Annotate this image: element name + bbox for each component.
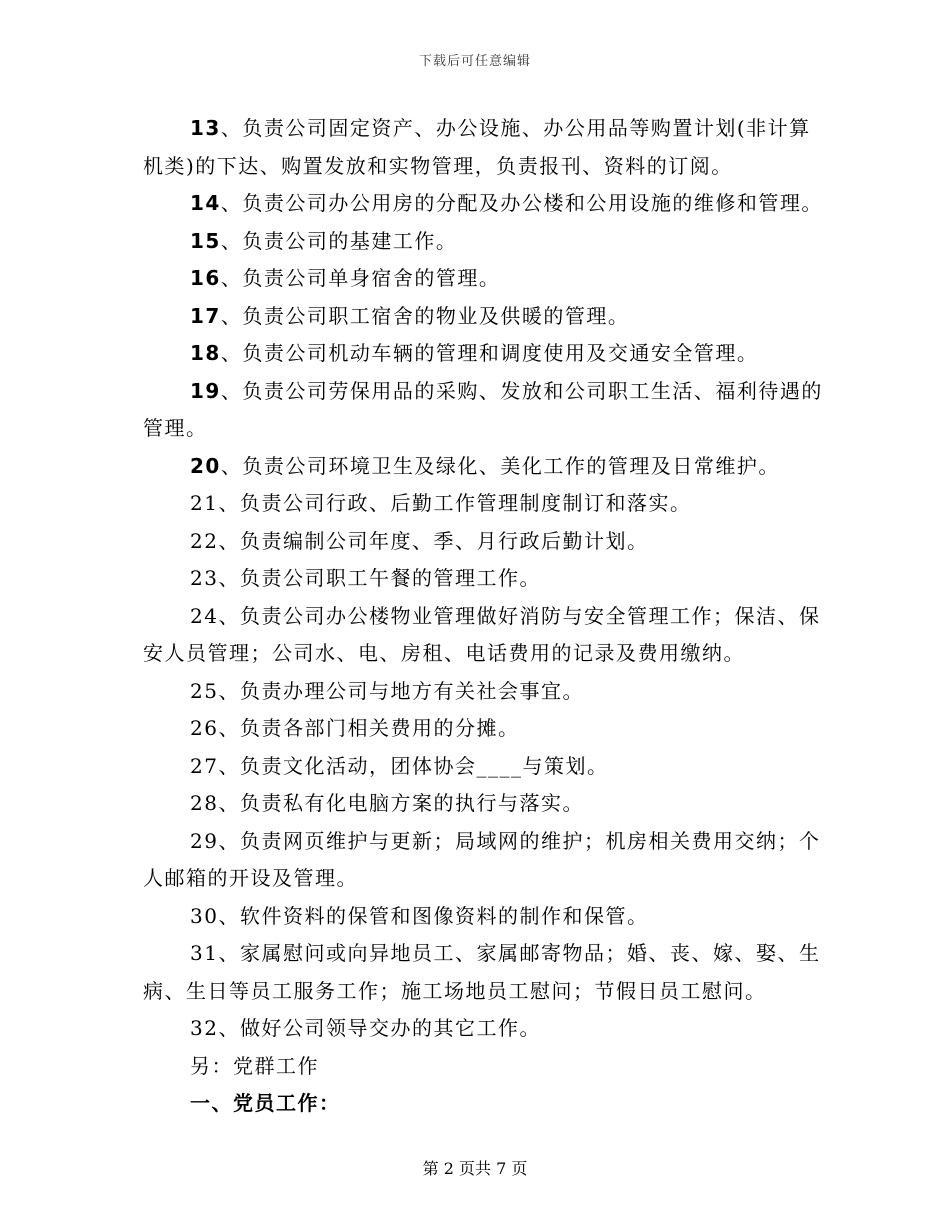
item-text: 、软件资料的保管和图像资料的制作和保管。 [218, 903, 649, 928]
list-item [143, 260, 823, 298]
item-text: 、负责公司职工午餐的管理工作。 [218, 566, 541, 590]
item-number: 28 [190, 791, 219, 815]
item-text: 、负责办理公司与地方有关社会事宜。 [218, 678, 584, 703]
item-text: 、负责编制公司年度、季、月行政后勤计划。 [218, 528, 649, 553]
list-item [143, 1010, 823, 1048]
item-text: 、负责公司职工宿舍的物业及供暖的管理。 [220, 303, 630, 328]
list-item [143, 523, 823, 561]
item-text: 、负责文化活动，团体协会____与策划。 [218, 753, 609, 778]
item-number: 16 [190, 266, 221, 290]
list-item [143, 223, 823, 261]
item-number: 20 [190, 453, 221, 478]
item-number: 27 [190, 753, 219, 778]
item-number: 18 [190, 341, 221, 365]
list-item [143, 110, 823, 185]
list-item [143, 710, 823, 748]
item-text: 、负责公司机动车辆的管理和调度使用及交通安全管理。 [220, 341, 759, 365]
item-text: 、负责公司办公楼物业管理做好消防与安全管理工作；保洁、保安人员管理；公司水、电、房租、电话费用的记录及费用缴纳。 [143, 603, 821, 665]
item-number: 14 [190, 191, 221, 215]
item-text: 、负责私有化电脑方案的执行与落实。 [218, 791, 584, 815]
item-number: 13 [190, 116, 221, 140]
item-number: 32 [190, 1016, 219, 1040]
item-number: 23 [190, 566, 219, 590]
list-item [143, 185, 823, 223]
list-item [143, 823, 823, 898]
item-text: 、负责各部门相关费用的分摊。 [218, 716, 520, 740]
list-item [143, 748, 823, 786]
item-number: 29 [190, 828, 219, 853]
item-text: 、负责公司环境卫生及绿化、美化工作的管理及日常维护。 [220, 453, 780, 478]
item-text: 、做好公司领导交办的其它工作。 [218, 1016, 541, 1040]
list-item [143, 448, 823, 486]
section-heading: 一、党员工作： [190, 1091, 341, 1115]
list-item [143, 598, 823, 673]
list-item [143, 785, 823, 823]
item-number: 15 [190, 228, 221, 253]
list-item [143, 673, 823, 711]
list-item [143, 373, 823, 448]
item-text: 、负责公司办公用房的分配及办公楼和公用设施的维修和管理。 [220, 191, 823, 215]
list-item [143, 298, 823, 336]
item-number: 24 [190, 603, 219, 628]
item-text: 、负责公司固定资产、办公设施、办公用品等购置计划(非计算机类)的下达、购置发放和实物管理，负责报刊、资料的订阅。 [143, 116, 811, 178]
item-text: 、负责公司行政、后勤工作管理制度制订和落实。 [218, 491, 692, 515]
item-number: 30 [190, 903, 219, 928]
list-item [143, 485, 823, 523]
document-body [143, 110, 823, 1123]
item-text: 、家属慰问或向异地员工、家属邮寄物品；婚、丧、嫁、娶、生病、生日等员工服务工作；施工场地员工慰问；节假日员工慰问。 [143, 941, 821, 1003]
list-item [143, 560, 823, 598]
item-number: 19 [190, 378, 221, 403]
item-number: 22 [190, 528, 219, 553]
list-item [143, 935, 823, 1010]
item-text: 、负责网页维护与更新；局域网的维护；机房相关费用交纳；个人邮箱的开设及管理。 [143, 828, 821, 890]
item-text: 、负责公司的基建工作。 [220, 228, 458, 253]
item-number: 25 [190, 678, 219, 703]
item-text: 、负责公司单身宿舍的管理。 [220, 266, 501, 290]
page-header: 下载后可任意编辑 [418, 54, 531, 69]
page-footer: 第 2 页共 7 页 [422, 1159, 528, 1178]
list-item [143, 898, 823, 936]
item-text: 、负责公司劳保用品的采购、发放和公司职工生活、福利待遇的管理。 [143, 378, 823, 440]
item-number: 26 [190, 716, 219, 740]
note-line: 另：党群工作 [190, 1053, 319, 1078]
item-number: 31 [190, 941, 219, 965]
item-number: 21 [190, 491, 219, 515]
list-item [143, 335, 823, 373]
item-number: 17 [190, 303, 221, 328]
